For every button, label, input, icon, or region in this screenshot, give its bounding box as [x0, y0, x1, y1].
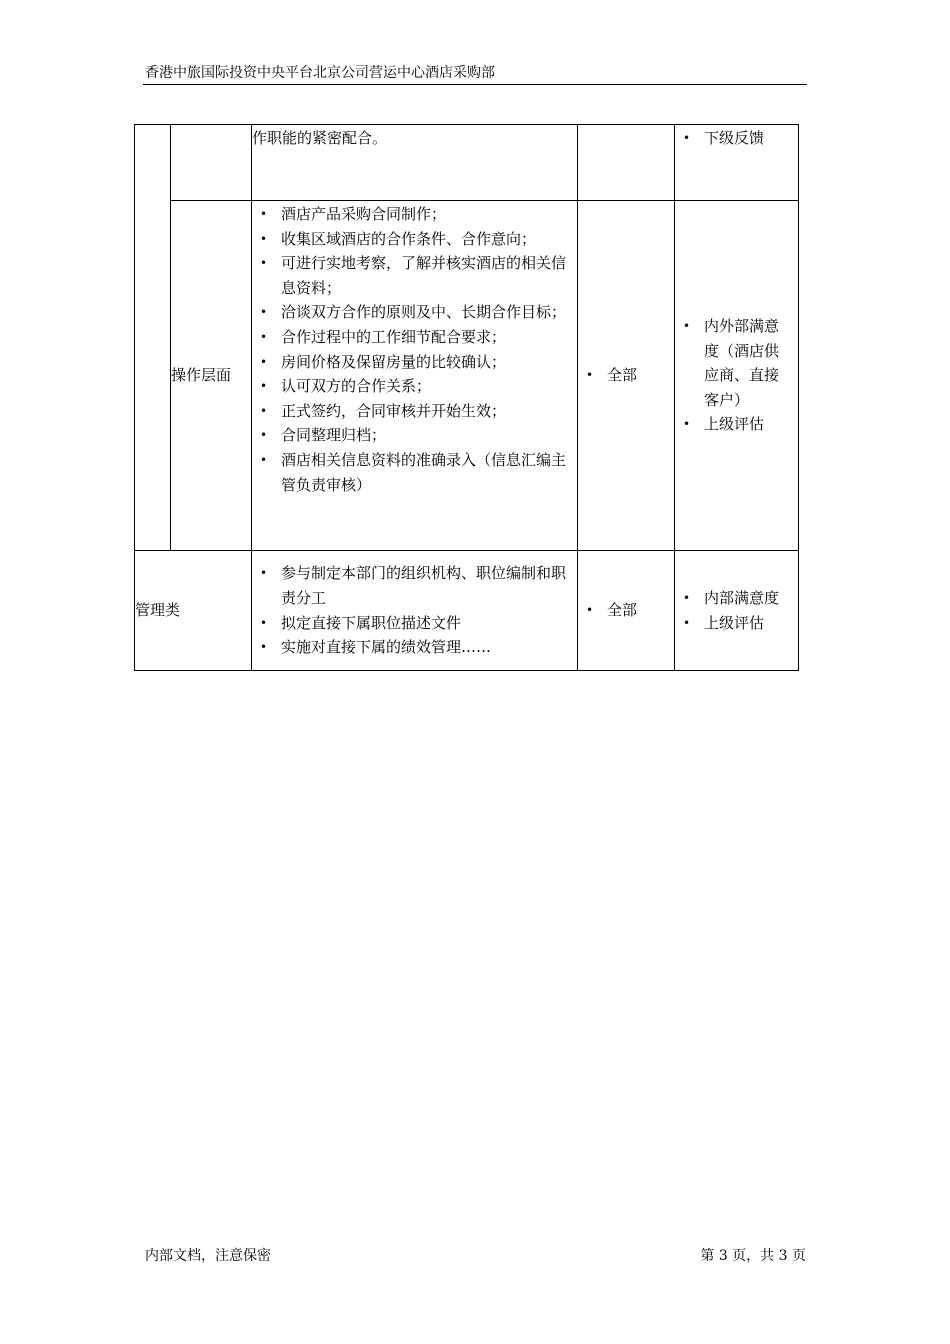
level-cell-empty — [171, 125, 252, 201]
duty-item: • 实施对直接下属的绩效管理…… — [260, 635, 567, 660]
duty-item: • 拟定直接下属职位描述文件 — [260, 611, 567, 636]
table-row-operation — [135, 201, 799, 551]
duty-cell — [252, 201, 578, 551]
duty-cell — [252, 551, 578, 671]
footer-confidential-note: 内部文档，注意保密 — [145, 1248, 271, 1264]
level-cell — [171, 201, 252, 551]
page-header-title: 香港中旅国际投资中央平台北京公司营运中心酒店采购部 — [145, 65, 495, 81]
table-row-management — [135, 551, 799, 671]
duty-item: • 可进行实地考察，了解并核实酒店的相关信息资料； — [260, 251, 567, 300]
duty-item: • 酒店相关信息资料的准确录入（信息汇编主管负责审核） — [260, 448, 567, 497]
metric-item: • 内部满意度 — [683, 586, 788, 611]
scope-cell-empty — [578, 125, 675, 201]
scope-cell — [578, 551, 675, 671]
level-label: 操作层面 — [171, 366, 232, 385]
metric-item: • 上级评估 — [683, 412, 788, 437]
duty-item: • 洽谈双方合作的原则及中、长期合作目标； — [260, 300, 567, 325]
duty-cell — [252, 125, 578, 201]
duty-item: • 合同整理归档； — [260, 423, 567, 448]
duty-item: • 认可双方的合作关系； — [260, 374, 567, 399]
duty-item: • 参与制定本部门的组织机构、职位编制和职责分工 — [260, 561, 567, 610]
metric-cell — [675, 125, 799, 201]
category-label: 管理类 — [135, 601, 181, 620]
scope-item: • 全部 — [586, 598, 664, 623]
category-cell — [135, 551, 252, 671]
duty-item: • 正式签约，合同审核并开始生效； — [260, 399, 567, 424]
duties-table — [134, 124, 799, 671]
metric-item: • 内外部满意度（酒店供应商、直接客户） — [683, 314, 788, 412]
footer-page-number: 第 3 页，共 3 页 — [700, 1248, 806, 1264]
duty-text: 作职能的紧密配合。 — [252, 129, 388, 147]
scope-item: • 全部 — [586, 363, 664, 388]
metric-item: • 下级反馈 — [683, 126, 788, 151]
metric-cell — [675, 201, 799, 551]
metric-item: • 上级评估 — [683, 611, 788, 636]
duty-item: • 收集区域酒店的合作条件、合作意向； — [260, 227, 567, 252]
header-divider — [143, 84, 807, 85]
table-row-continuation — [135, 125, 799, 201]
duty-item: • 合作过程中的工作细节配合要求； — [260, 325, 567, 350]
duty-item: • 房间价格及保留房量的比较确认； — [260, 350, 567, 375]
metric-cell — [675, 551, 799, 671]
category-cell-merged — [135, 125, 171, 551]
scope-cell — [578, 201, 675, 551]
duty-item: • 酒店产品采购合同制作； — [260, 202, 567, 227]
